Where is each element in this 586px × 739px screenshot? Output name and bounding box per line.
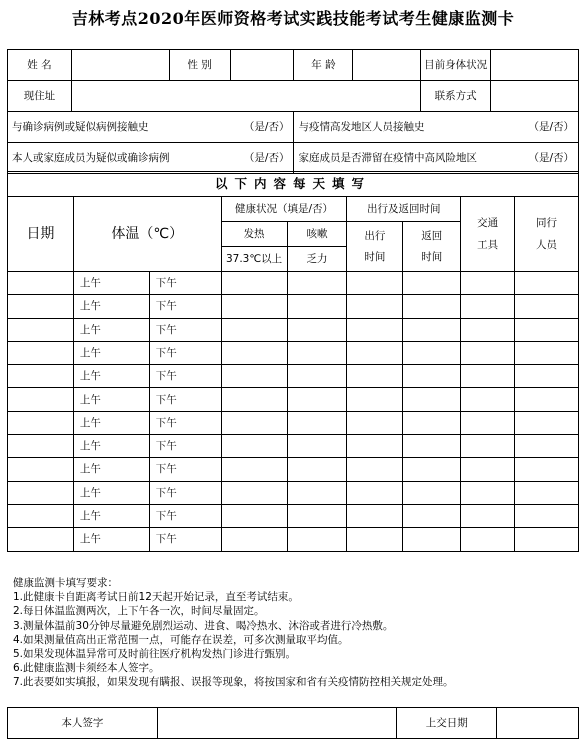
transport-cell[interactable] bbox=[461, 295, 515, 318]
family-stay-label: 家庭成员是否滞留在疫情中高风险地区 bbox=[298, 151, 477, 164]
date-cell[interactable] bbox=[8, 272, 74, 295]
gender-field[interactable] bbox=[230, 50, 294, 81]
family-suspect-cell[interactable] bbox=[8, 143, 294, 174]
am-label: 上午 bbox=[79, 440, 101, 453]
instruction-item: 6.此健康监测卡须经本人签字。 bbox=[13, 662, 160, 675]
companion-cell[interactable] bbox=[515, 458, 579, 481]
transport-cell[interactable] bbox=[461, 341, 515, 364]
family-suspect-label: 本人或家庭成员为疑似或确诊病例 bbox=[12, 151, 170, 164]
fever-cell[interactable] bbox=[221, 528, 287, 551]
depart-time-cell[interactable] bbox=[347, 481, 403, 504]
am-label: 上午 bbox=[79, 393, 101, 406]
am-temp-cell[interactable] bbox=[73, 458, 149, 481]
depart-label-1: 出行 bbox=[364, 230, 386, 243]
family-suspect-choice: （是/否） bbox=[243, 151, 290, 164]
depart-time-cell[interactable] bbox=[347, 365, 403, 388]
family-stay-choice: （是/否） bbox=[528, 151, 574, 164]
fill-instructions bbox=[13, 576, 454, 690]
contact-label: 联系方式 bbox=[421, 81, 491, 112]
contact-field[interactable] bbox=[491, 81, 579, 112]
companion-cell[interactable] bbox=[515, 435, 579, 458]
highrisk-label: 与疫情高发地区人员接触史 bbox=[298, 120, 425, 133]
fever-cell[interactable] bbox=[221, 341, 287, 364]
daily-entry-row bbox=[8, 458, 579, 481]
pm-temp-cell[interactable] bbox=[149, 318, 221, 341]
date-cell[interactable] bbox=[8, 388, 74, 411]
name-field[interactable] bbox=[71, 50, 169, 81]
depart-time-cell[interactable] bbox=[347, 388, 403, 411]
contact-history-choice: （是/否） bbox=[243, 120, 290, 133]
date-cell[interactable] bbox=[8, 411, 74, 434]
return-time-cell[interactable] bbox=[403, 504, 461, 527]
am-temp-cell[interactable] bbox=[73, 481, 149, 504]
depart-time-cell[interactable] bbox=[347, 458, 403, 481]
return-time-cell[interactable] bbox=[403, 388, 461, 411]
fever-cell[interactable] bbox=[221, 411, 287, 434]
pm-label: 下午 bbox=[155, 416, 177, 429]
fever-cell[interactable] bbox=[221, 318, 287, 341]
am-label: 上午 bbox=[79, 533, 101, 546]
health-label: 目前身体状况 bbox=[421, 50, 491, 81]
cough-cell[interactable] bbox=[287, 388, 347, 411]
address-label: 现住址 bbox=[8, 81, 72, 112]
am-label: 上午 bbox=[79, 323, 101, 336]
depart-time-cell[interactable] bbox=[347, 504, 403, 527]
am-temp-cell[interactable] bbox=[73, 272, 149, 295]
am-temp-cell[interactable] bbox=[73, 341, 149, 364]
date-cell[interactable] bbox=[8, 341, 74, 364]
health-field[interactable] bbox=[491, 50, 579, 81]
pm-temp-cell[interactable] bbox=[149, 411, 221, 434]
companion-cell[interactable] bbox=[515, 365, 579, 388]
pm-temp-cell[interactable] bbox=[149, 481, 221, 504]
pm-temp-cell[interactable] bbox=[149, 504, 221, 527]
pm-temp-cell[interactable] bbox=[149, 388, 221, 411]
instruction-item: 2.每日体温监测两次，上下午各一次，时间尽量固定。 bbox=[13, 605, 265, 618]
return-time-cell[interactable] bbox=[403, 481, 461, 504]
am-temp-cell[interactable] bbox=[73, 411, 149, 434]
date-cell[interactable] bbox=[8, 295, 74, 318]
cough-cell[interactable] bbox=[287, 504, 347, 527]
cough-cell[interactable] bbox=[287, 295, 347, 318]
age-field[interactable] bbox=[353, 50, 421, 81]
transport-cell[interactable] bbox=[461, 458, 515, 481]
page-title: 吉林考点2020年医师资格考试实践技能考试考生健康监测卡 bbox=[71, 9, 515, 28]
return-time-cell[interactable] bbox=[403, 411, 461, 434]
date-cell[interactable] bbox=[8, 481, 74, 504]
daily-entry-row bbox=[8, 435, 579, 458]
fever-cell[interactable] bbox=[221, 272, 287, 295]
companion-cell[interactable] bbox=[515, 272, 579, 295]
contact-history-cell[interactable] bbox=[8, 112, 294, 143]
transport-cell[interactable] bbox=[461, 504, 515, 527]
pm-temp-cell[interactable] bbox=[149, 435, 221, 458]
address-field[interactable] bbox=[71, 81, 420, 112]
return-label-1: 返回 bbox=[421, 230, 443, 243]
date-cell[interactable] bbox=[8, 458, 74, 481]
pm-label: 下午 bbox=[155, 347, 177, 359]
return-time-cell[interactable] bbox=[403, 365, 461, 388]
pm-label: 下午 bbox=[155, 370, 177, 383]
pm-temp-cell[interactable] bbox=[149, 365, 221, 388]
am-temp-cell[interactable] bbox=[73, 528, 149, 551]
pm-label: 下午 bbox=[155, 393, 177, 406]
cough-cell[interactable] bbox=[287, 318, 347, 341]
transport-cell[interactable] bbox=[461, 528, 515, 551]
cough-cell[interactable] bbox=[287, 272, 347, 295]
instruction-item: 4.如果测量值高出正常范围一点，可能存在误差，可多次测量取平均值。 bbox=[13, 633, 349, 646]
pm-label: 下午 bbox=[155, 486, 177, 499]
depart-time-cell[interactable] bbox=[347, 272, 403, 295]
pm-temp-cell[interactable] bbox=[149, 272, 221, 295]
fever-cell[interactable] bbox=[221, 365, 287, 388]
submit-date-field[interactable] bbox=[497, 708, 579, 739]
fever-cell[interactable] bbox=[221, 388, 287, 411]
instruction-item: 1.此健康卡自距离考试日前12天起开始记录，直至考试结束。 bbox=[13, 591, 299, 604]
daily-entry-row bbox=[8, 411, 579, 434]
companion-cell[interactable] bbox=[515, 295, 579, 318]
daily-monitor-table bbox=[7, 171, 579, 552]
depart-time-header bbox=[347, 222, 403, 272]
daily-entry-row bbox=[8, 341, 579, 364]
am-label: 上午 bbox=[79, 277, 101, 290]
date-cell[interactable] bbox=[8, 318, 74, 341]
companion-cell[interactable] bbox=[515, 528, 579, 551]
instruction-item: 5.如果发现体温异常可及时前往医疗机构发热门诊进行甄别。 bbox=[13, 648, 297, 661]
daily-entry-row bbox=[8, 295, 579, 318]
temperature-header: 体温（℃） bbox=[73, 197, 221, 272]
transport-cell[interactable] bbox=[461, 272, 515, 295]
transport-cell[interactable] bbox=[461, 481, 515, 504]
cough-cell[interactable] bbox=[287, 481, 347, 504]
date-cell[interactable] bbox=[8, 435, 74, 458]
fever-cell[interactable] bbox=[221, 481, 287, 504]
travel-time-header: 出行及返回时间 bbox=[347, 197, 461, 222]
gender-label: 性 别 bbox=[169, 50, 230, 81]
fever-header: 发热 bbox=[221, 222, 287, 247]
companion-cell[interactable] bbox=[515, 388, 579, 411]
date-header: 日期 bbox=[8, 197, 74, 272]
am-temp-cell[interactable] bbox=[73, 365, 149, 388]
return-time-cell[interactable] bbox=[403, 528, 461, 551]
return-time-cell[interactable] bbox=[403, 435, 461, 458]
cough-header: 咳嗽 bbox=[287, 222, 347, 247]
companion-label-2: 人员 bbox=[536, 239, 558, 251]
transport-cell[interactable] bbox=[461, 435, 515, 458]
depart-time-cell[interactable] bbox=[347, 295, 403, 318]
companion-cell[interactable] bbox=[515, 318, 579, 341]
signature-table bbox=[7, 707, 579, 739]
depart-label-2: 时间 bbox=[364, 250, 386, 263]
name-label: 姓 名 bbox=[8, 50, 72, 81]
transport-header bbox=[461, 197, 515, 272]
return-time-header bbox=[403, 222, 461, 272]
am-label: 上午 bbox=[79, 370, 101, 383]
submit-date-label: 上交日期 bbox=[397, 708, 497, 739]
fatigue-header: 乏力 bbox=[287, 247, 347, 272]
companion-cell[interactable] bbox=[515, 341, 579, 364]
cough-cell[interactable] bbox=[287, 365, 347, 388]
cough-cell[interactable] bbox=[287, 341, 347, 364]
transport-label-1: 交通 bbox=[477, 216, 499, 229]
daily-section-title: 以下内容每天填写 bbox=[8, 172, 579, 197]
pm-label: 下午 bbox=[155, 323, 177, 336]
cough-cell[interactable] bbox=[287, 435, 347, 458]
family-stay-cell[interactable] bbox=[294, 143, 579, 174]
am-temp-cell[interactable] bbox=[73, 318, 149, 341]
am-label: 上午 bbox=[79, 510, 101, 523]
date-cell[interactable] bbox=[8, 528, 74, 551]
fever-cell[interactable] bbox=[221, 295, 287, 318]
companion-header bbox=[515, 197, 579, 272]
am-label: 上午 bbox=[79, 347, 101, 359]
daily-entry-row bbox=[8, 318, 579, 341]
pm-label: 下午 bbox=[155, 533, 177, 546]
fever-cell[interactable] bbox=[221, 458, 287, 481]
am-label: 上午 bbox=[79, 463, 101, 476]
pm-label: 下午 bbox=[155, 463, 177, 476]
transport-cell[interactable] bbox=[461, 388, 515, 411]
transport-cell[interactable] bbox=[461, 365, 515, 388]
cough-cell[interactable] bbox=[287, 458, 347, 481]
return-time-cell[interactable] bbox=[403, 295, 461, 318]
instruction-item: 3.测量体温前30分钟尽量避免剧烈运动、进食、喝冷热水、沐浴或者进行冷热敷。 bbox=[13, 619, 394, 632]
highrisk-cell[interactable] bbox=[294, 112, 579, 143]
health-status-header: 健康状况（填是/否） bbox=[221, 197, 347, 222]
return-time-cell[interactable] bbox=[403, 272, 461, 295]
am-temp-cell[interactable] bbox=[73, 295, 149, 318]
cough-cell[interactable] bbox=[287, 528, 347, 551]
daily-entry-row bbox=[8, 365, 579, 388]
instructions-heading: 健康监测卡填写要求： bbox=[13, 577, 118, 589]
age-label: 年 龄 bbox=[294, 50, 353, 81]
depart-time-cell[interactable] bbox=[347, 411, 403, 434]
personal-info-table bbox=[7, 49, 579, 174]
am-temp-cell[interactable] bbox=[73, 435, 149, 458]
depart-time-cell[interactable] bbox=[347, 318, 403, 341]
pm-temp-cell[interactable] bbox=[149, 341, 221, 364]
pm-temp-cell[interactable] bbox=[149, 295, 221, 318]
depart-time-cell[interactable] bbox=[347, 435, 403, 458]
am-label: 上午 bbox=[79, 486, 101, 499]
daily-entry-row bbox=[8, 504, 579, 527]
daily-entry-row bbox=[8, 388, 579, 411]
return-time-cell[interactable] bbox=[403, 341, 461, 364]
companion-label-1: 同行 bbox=[536, 216, 558, 229]
return-label-2: 时间 bbox=[421, 250, 443, 263]
contact-history-label: 与确诊病例或疑似病例接触史 bbox=[12, 120, 149, 133]
pm-label: 下午 bbox=[155, 440, 177, 453]
pm-label: 下午 bbox=[155, 510, 177, 523]
fever-cell[interactable] bbox=[221, 435, 287, 458]
companion-cell[interactable] bbox=[515, 411, 579, 434]
date-cell[interactable] bbox=[8, 504, 74, 527]
companion-cell[interactable] bbox=[515, 481, 579, 504]
cough-cell[interactable] bbox=[287, 411, 347, 434]
signature-label: 本人签字 bbox=[8, 708, 158, 739]
am-temp-cell[interactable] bbox=[73, 504, 149, 527]
transport-label-2: 工具 bbox=[477, 239, 499, 251]
instruction-item: 7.此表要如实填报，如果发现有瞒报、误报等现象，将按国家和省有关疫情防控相关规定处理。 bbox=[13, 676, 454, 689]
pm-label: 下午 bbox=[155, 277, 177, 290]
am-label: 上午 bbox=[79, 416, 101, 429]
transport-cell[interactable] bbox=[461, 411, 515, 434]
pm-temp-cell[interactable] bbox=[149, 458, 221, 481]
signature-field[interactable] bbox=[157, 708, 397, 739]
fever-cell[interactable] bbox=[221, 504, 287, 527]
pm-temp-cell[interactable] bbox=[149, 528, 221, 551]
daily-entry-row bbox=[8, 528, 579, 551]
transport-cell[interactable] bbox=[461, 318, 515, 341]
return-time-cell[interactable] bbox=[403, 458, 461, 481]
return-time-cell[interactable] bbox=[403, 318, 461, 341]
fever-threshold-note: 37.3℃以上 bbox=[221, 247, 287, 272]
pm-label: 下午 bbox=[155, 300, 177, 313]
daily-entry-row bbox=[8, 272, 579, 295]
daily-entry-row bbox=[8, 481, 579, 504]
am-temp-cell[interactable] bbox=[73, 388, 149, 411]
depart-time-cell[interactable] bbox=[347, 528, 403, 551]
depart-time-cell[interactable] bbox=[347, 341, 403, 364]
am-label: 上午 bbox=[79, 300, 101, 313]
highrisk-choice: （是/否） bbox=[528, 120, 574, 133]
date-cell[interactable] bbox=[8, 365, 74, 388]
companion-cell[interactable] bbox=[515, 504, 579, 527]
